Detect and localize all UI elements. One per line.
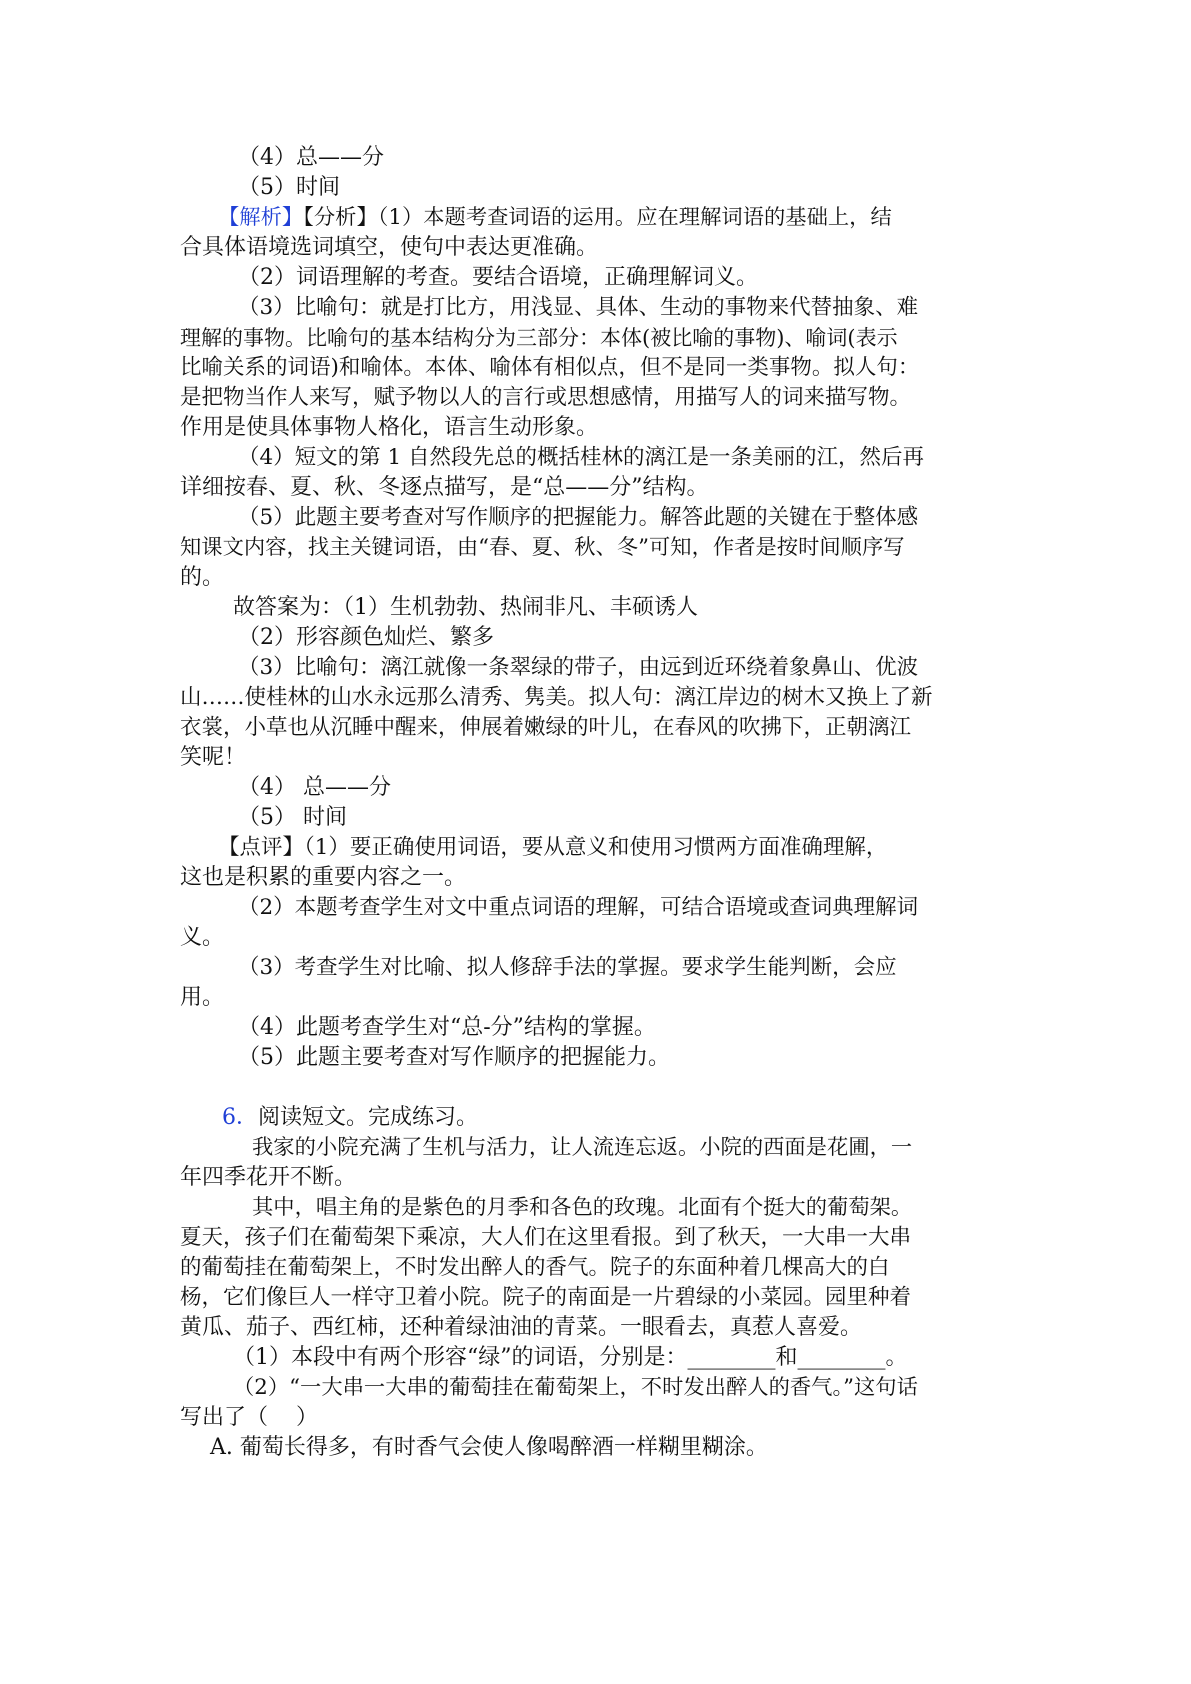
text-line: （4）短文的第 1 自然段先总的概括桂林的漓江是一条美丽的江，然后再	[238, 445, 925, 470]
passage-line: 夏天，孩子们在葡萄架下乘凉，大人们在这里看报。到了秋天，一大串一大串	[180, 1225, 912, 1250]
text-line: （3）比喻句：就是打比方，用浅显、具体、生动的事物来代替抽象、难	[238, 295, 919, 320]
text-line: 笑呢！	[180, 745, 247, 770]
text-line: （4）此题考查学生对“总-分”结构的掌握。	[238, 1015, 656, 1040]
text-line: 比喻关系的词语)和喻体。本体、喻体有相似点，但不是同一类事物。拟人句：	[180, 355, 920, 380]
question-item-2: （2）“一大串一大串的葡萄挂在葡萄架上，不时发出醉人的香气。”这句话	[233, 1375, 918, 1400]
text-line: 知课文内容，找主关键词语，由“春、夏、秋、冬”可知，作者是按时间顺序写	[180, 535, 905, 560]
passage-line: 其中，唱主角的是紫色的月季和各色的玫瑰。北面有个挺大的葡萄架。	[252, 1195, 913, 1220]
question-number: 6．	[222, 1105, 258, 1130]
answer-line-5: （5）时间	[238, 175, 340, 200]
analysis-paragraph-line	[218, 203, 956, 233]
text-line: 这也是积累的重要内容之一。	[180, 865, 467, 890]
question-title: 阅读短文。完成练习。	[258, 1105, 479, 1130]
text-line: 衣裳，小草也从沉睡中醒来，伸展着嫩绿的叶儿，在春风的吹拂下，正朝漓江	[180, 715, 912, 740]
text-line: （5）此题主要考查对写作顺序的把握能力。	[238, 1045, 670, 1070]
text-line: （5） 时间	[238, 805, 347, 830]
text-line: 理解的事物。比喻句的基本结构分为三部分：本体(被比喻的事物)、喻词(表示	[180, 326, 898, 350]
text-line: 义。	[180, 925, 225, 950]
comment-line: 【点评】（1）要正确使用词语，要从意义和使用习惯两方面准确理解，	[218, 835, 888, 860]
question-item-2-cont: 写出了（ ）	[180, 1405, 318, 1430]
passage-line: 年四季花开不断。	[180, 1165, 357, 1190]
passage-line: 杨，它们像巨人一样守卫着小院。院子的南面是一片碧绿的小菜园。园里种着	[180, 1285, 912, 1310]
text-line: （2）本题考查学生对文中重点词语的理解，可结合语境或查词典理解词	[238, 895, 919, 920]
question-heading	[222, 1103, 478, 1133]
analysis-label: 【解析】	[218, 205, 304, 230]
text-line: 用。	[180, 985, 225, 1010]
text-line: 山……使桂林的山水永远那么清秀、隽美。拟人句：漓江岸边的树木又换上了新	[180, 685, 933, 710]
passage-line: 黄瓜、茄子、西红柿，还种着绿油油的青菜。一眼看去，真惹人喜爱。	[180, 1315, 863, 1340]
text-line: （2）词语理解的考查。要结合语境，正确理解词义。	[238, 265, 758, 290]
analysis-text: 【分析】（1）本题考查词语的运用。应在理解词语的基础上，结	[303, 205, 892, 230]
option-a: A. 葡萄长得多，有时香气会使人像喝醉酒一样糊里糊涂。	[210, 1435, 768, 1460]
text-line: 作用是使具体事物人格化，语言生动形象。	[180, 415, 599, 440]
text-line: 的。	[180, 565, 225, 590]
question-item-1: （1）本段中有两个形容“绿”的词语，分别是：________和________。	[233, 1345, 908, 1370]
answer-summary-line: 故答案为：（1）生机勃勃、热闹非凡、丰硕诱人	[233, 595, 698, 620]
text-line: （3）考查学生对比喻、拟人修辞手法的掌握。要求学生能判断，会应	[238, 955, 897, 980]
text-line: （5）此题主要考查对写作顺序的把握能力。解答此题的关键在于整体感	[238, 505, 919, 530]
passage-line: 我家的小院充满了生机与活力，让人流连忘返。小院的西面是花圃，一	[252, 1135, 913, 1160]
text-line: （2）形容颜色灿烂、繁多	[238, 625, 494, 650]
text-line: （3）比喻句：漓江就像一条翠绿的带子，由远到近环绕着象鼻山、优波	[238, 655, 919, 680]
answer-line-4: （4）总——分	[238, 145, 384, 170]
text-line: 详细按春、夏、秋、冬逐点描写，是“总——分”结构。	[180, 475, 709, 500]
passage-line: 的葡萄挂在葡萄架上，不时发出醉人的香气。院子的东面种着几棵高大的白	[180, 1255, 890, 1280]
text-line: 是把物当作人来写，赋予物以人的言行或思想感情，用描写人的词来描写物。	[180, 385, 912, 410]
text-line: 合具体语境选词填空，使句中表达更准确。	[180, 235, 599, 260]
text-line: （4） 总——分	[238, 775, 391, 800]
